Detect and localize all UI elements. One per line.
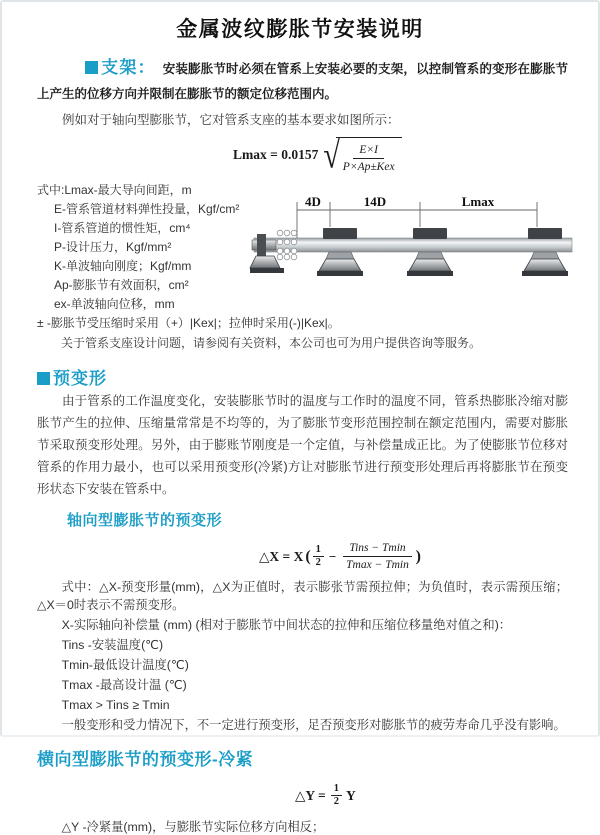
half-denominator: 2 [315,557,321,569]
formula-dy-lhs: △Y = [295,787,326,803]
axial-subheading: 轴向型膨胀节的预变形 [67,511,223,529]
temp-fraction-numerator: Tins − Tmin [343,541,411,557]
axial-line: Tins -安装温度(℃) [61,638,164,652]
dim-label-4d: 4D [305,194,321,209]
one-half-fraction [313,544,324,569]
definition-item: E-管系管道材料弹性投量，Kgf/cm² [54,202,240,217]
formula-dx-lhs: △X = X [259,548,304,564]
half-numerator: 1 [313,544,324,557]
formula-delta-x [259,541,568,573]
temp-fraction-denominator: Tmax − Tmin [346,559,409,572]
blue-square-bullet-icon [37,372,50,385]
pipe-support-diagram [250,193,598,289]
dim-label-14d: 14D [363,194,387,209]
support-note-line: 关于管系支座设计问题，请参阅有关资料，本公司也可为用户提供咨询等服务。 [61,335,482,350]
definition-item: K-单波轴向刚度；Kgf/mm [54,259,192,274]
temperature-fraction [343,541,411,573]
axial-line: 一般变形和受力情况下，不一定进行预变形，足否预变形对膨胀节的疲劳寿命几乎没有影响。 [61,717,566,732]
axial-line: Tmax -最高设计温 (℃) [61,677,187,692]
definition-item: 式中:Lmax-最大导向间距，m [37,183,192,198]
support-intro-text: 安装膨胀节时必须在管系上安装必要的支架，以控制管系的变形在膨胀节上产生的位移方向并限制在膨胀节的额定位移范围内。 [37,62,568,102]
formula-dy-rhs: Y [345,787,356,803]
formula-lmax [233,137,568,175]
formula-lmax-denominator: P×Ap±Kex [342,160,395,173]
formula-lmax-numerator: E×I [353,143,384,159]
lateral-definition-line: △Y -冷紧量(mm)，与膨胀节实际位移方向相反； [61,820,325,835]
blue-square-bullet-icon [85,61,98,74]
one-half-fraction [331,783,342,808]
support-intro-paragraph [37,52,568,107]
definition-item: ± -膨胀节受压缩时采用（+）|Kex|；拉伸时采用(-)|Kex|。 [37,315,340,330]
page-title: 金属波纹膨胀节安装说明 [176,18,424,41]
half-numerator: 1 [331,783,342,796]
left-paren: ( [305,547,311,565]
bellows-coils-icon [277,230,297,260]
formula-delta-y [295,783,568,808]
page-content [2,52,598,835]
definition-item: I-管系管道的惯性矩，cm⁴ [54,221,191,236]
radical-sign: √ [323,135,340,177]
axial-definition-lines [37,578,568,735]
axial-line: Tmin-最低设计温度(℃) [61,657,189,672]
axial-line: Tmax > Tins ≥ Tmin [61,697,170,712]
dim-label-lmax: Lmax [461,194,495,209]
half-denominator: 2 [333,796,339,808]
definition-item: Ap-膨胀节有效面积，cm² [54,278,189,293]
support-section-heading: 支架： [101,58,156,77]
definition-item: ex-单波轴向位移，mm [54,297,175,312]
lateral-subheading: 横向型膨胀节的预变形-冷紧 [37,750,254,770]
support-example-line: 例如对于轴向型膨胀节，它对管系支座的基本要求如图所示： [62,112,400,127]
minus-operator: − [328,548,337,564]
predeform-section-heading: 预变形 [53,368,107,388]
formula-lmax-fraction [343,143,395,175]
formula-lmax-lhs: Lmax = 0.0157 [233,147,319,163]
right-paren: ) [415,547,421,565]
pipe [254,238,572,252]
axial-line: 式中：△X-预变形量(mm)，△X为正值时，表示膨张节需预拉伸；为负值时，表示需预压缩；△X＝0时表示不需预变形。 [37,579,568,613]
predeform-section-header [37,364,568,389]
formula-lmax-root [336,137,402,175]
pipe-support-diagram-svg [250,193,598,289]
axial-line: X-实际轴向补偿量 (mm) (相对于膨胀节中间状态的拉伸和压缩位移量绝对值之和)： [61,618,512,633]
definition-item: P-设计压力，Kgf/mm² [54,240,172,255]
predeform-paragraph: 由于管系的工作温度变化，安装膨胀节时的温度与工作时的温度不同，管系热膨胀冷缩对膨胀节产生的拉伸、压缩量常常是不均等的，为了膨胀节变形范围控制在额定范围内，需要对膨胀节采取预变形处理。另外，由于膨账节刚度是一个定值，与补偿量成正比。为了使膨胀节位移对管系的作用力最小，也可以采用预变形(冷紧)方让对膨胀节进行预变形处理后再将膨胀节在预变形状态下安装在管系中。 [37,393,568,496]
